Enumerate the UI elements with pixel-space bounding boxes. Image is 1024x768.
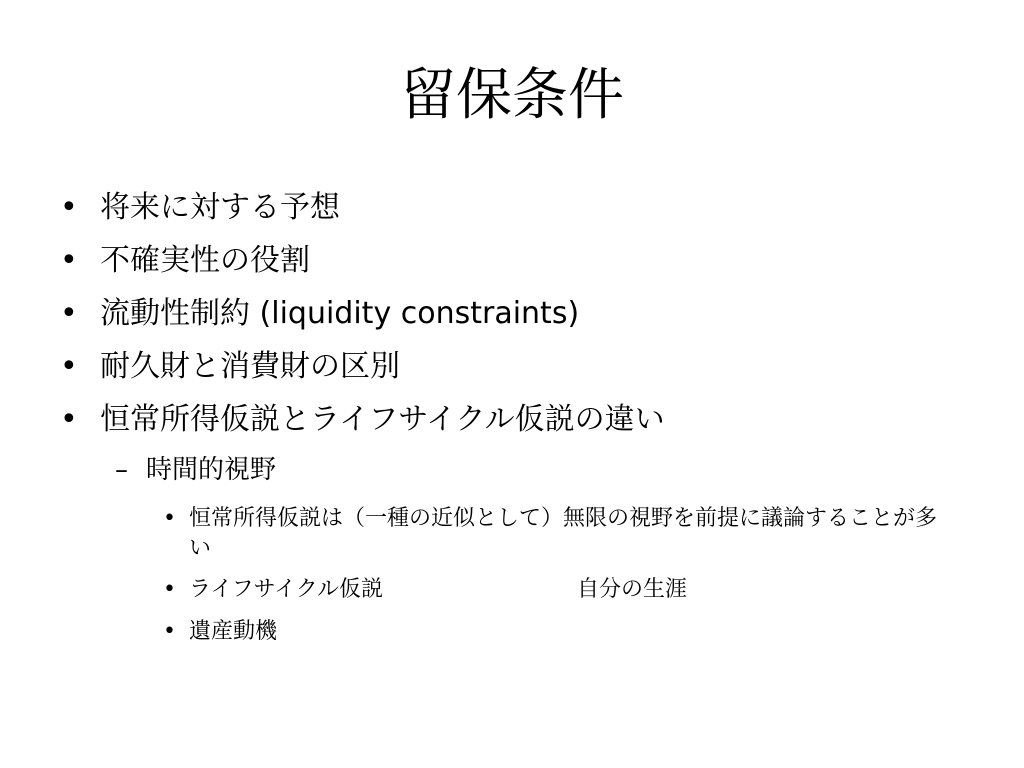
bullet-marker: •: [60, 190, 78, 225]
dash-marker: –: [115, 455, 128, 485]
sub-sub-bullet-text: 遺産動機: [189, 619, 278, 644]
lifecycle-note: 自分の生涯: [577, 577, 688, 602]
sub-bullet-text: 時間的視野: [146, 455, 277, 485]
bullet-text: 不確実性の役割: [100, 243, 310, 278]
bullet-marker: •: [60, 402, 78, 437]
sub-sub-bullet-text: 恒常所得仮説は（一種の近似として）無限の視野を前提に議論することが多い: [189, 506, 938, 561]
bullet-text: 耐久財と消費財の区別: [100, 349, 400, 384]
bullet-text: 将来に対する予想: [100, 190, 340, 225]
bullet-marker: •: [60, 296, 78, 331]
bullet-marker: •: [163, 506, 176, 531]
sub-sub-bullet-text: ライフサイクル仮説: [189, 577, 384, 602]
bullet-marker: •: [60, 243, 78, 278]
bullet-marker: •: [60, 349, 78, 384]
bullet-marker: •: [163, 577, 176, 602]
slide-title: 留保条件: [400, 63, 624, 128]
bullet-marker: •: [163, 619, 176, 644]
bullet-text: 流動性制約 (liquidity constraints): [100, 296, 580, 331]
bullet-text: 恒常所得仮説とライフサイクル仮説の違い: [100, 402, 665, 437]
